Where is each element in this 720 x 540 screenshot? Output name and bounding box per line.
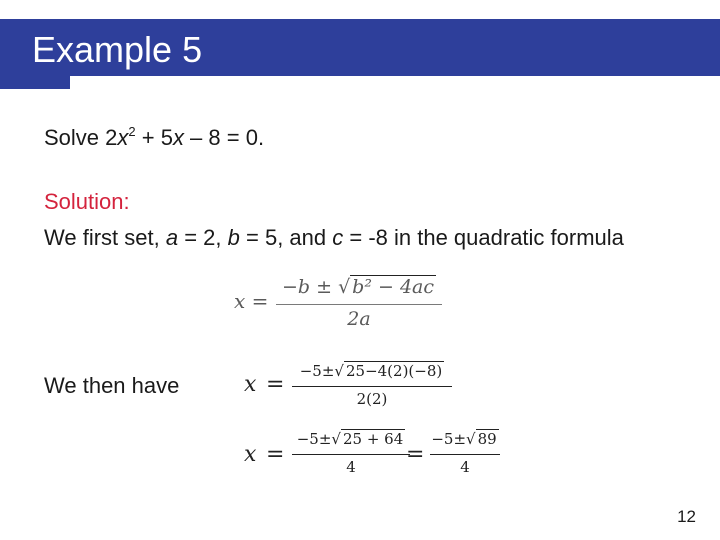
sqrt-symbol: √ b² − 4ac (338, 276, 435, 298)
solution-label: Solution: (44, 189, 130, 214)
coef-a: a (165, 225, 179, 250)
step2-numerator-b (430, 430, 500, 448)
step1-equation (244, 362, 454, 414)
problem-exponent: 2 (128, 124, 136, 139)
fraction-bar (292, 386, 452, 387)
step2-fraction-a (292, 430, 410, 482)
step2-equation (244, 430, 514, 482)
step2-fraction-b (430, 430, 500, 482)
step1-fraction (292, 362, 452, 414)
solution-text-4: = -8 in the quadratic formula (343, 225, 624, 250)
step2-num-b-pre: −5± (431, 430, 467, 448)
sqrt-symbol: √ 25 + 64 (331, 430, 404, 448)
step2-num-a-pre: −5± (296, 430, 332, 448)
step2-denominator-b: 4 (460, 458, 470, 476)
step2-num-b-root: 89 (477, 430, 497, 448)
coef-c: c (332, 225, 344, 250)
formula-numerator (276, 276, 442, 298)
step2-equals: = (266, 442, 285, 467)
step1-numerator (292, 362, 452, 380)
slide-title: Example 5 (32, 29, 203, 70)
coef-b: b (227, 225, 240, 250)
page-number: 12 (677, 507, 696, 526)
problem-prefix: Solve 2 (44, 125, 118, 150)
step2-lhs: x (244, 442, 257, 467)
fraction-bar (292, 454, 410, 455)
sqrt-symbol: √ 89 (466, 430, 497, 448)
solution-text-1: We first set, (44, 225, 166, 250)
formula-num-pre: −b ± (281, 276, 339, 298)
fraction-bar (430, 454, 500, 455)
quadratic-formula (234, 276, 444, 332)
title-bar-tab (0, 76, 70, 89)
problem-statement (44, 117, 264, 153)
solution-text-3: = 5, and (239, 225, 333, 250)
solution-text (44, 224, 624, 252)
step1-equals: = (266, 372, 285, 397)
step1-lhs: x (244, 372, 257, 397)
formula-num-root: b² − 4ac (352, 276, 435, 298)
problem-mid: + 5 (135, 125, 173, 150)
problem-suffix: – 8 = 0. (183, 125, 265, 150)
sqrt-symbol: √ 25−4(2)(−8) (334, 362, 443, 380)
step2-numerator-a (292, 430, 410, 448)
step1-label: We then have (44, 373, 180, 398)
problem-var-x: x (117, 125, 129, 150)
step1-denominator: 2(2) (356, 390, 388, 408)
problem-var-x2: x (172, 125, 184, 150)
formula-denominator: 2a (347, 308, 371, 330)
step2-equals-2: = (406, 442, 425, 467)
step1-num-root: 25−4(2)(−8) (345, 362, 443, 380)
formula-lhs: x = (234, 289, 269, 313)
step2-denominator-a: 4 (346, 458, 356, 476)
step1-num-pre: −5± (299, 362, 335, 380)
fraction-bar (276, 304, 442, 305)
formula-fraction (276, 276, 442, 332)
solution-text-2: = 2, (178, 225, 228, 250)
step2-num-a-root: 25 + 64 (342, 430, 404, 448)
